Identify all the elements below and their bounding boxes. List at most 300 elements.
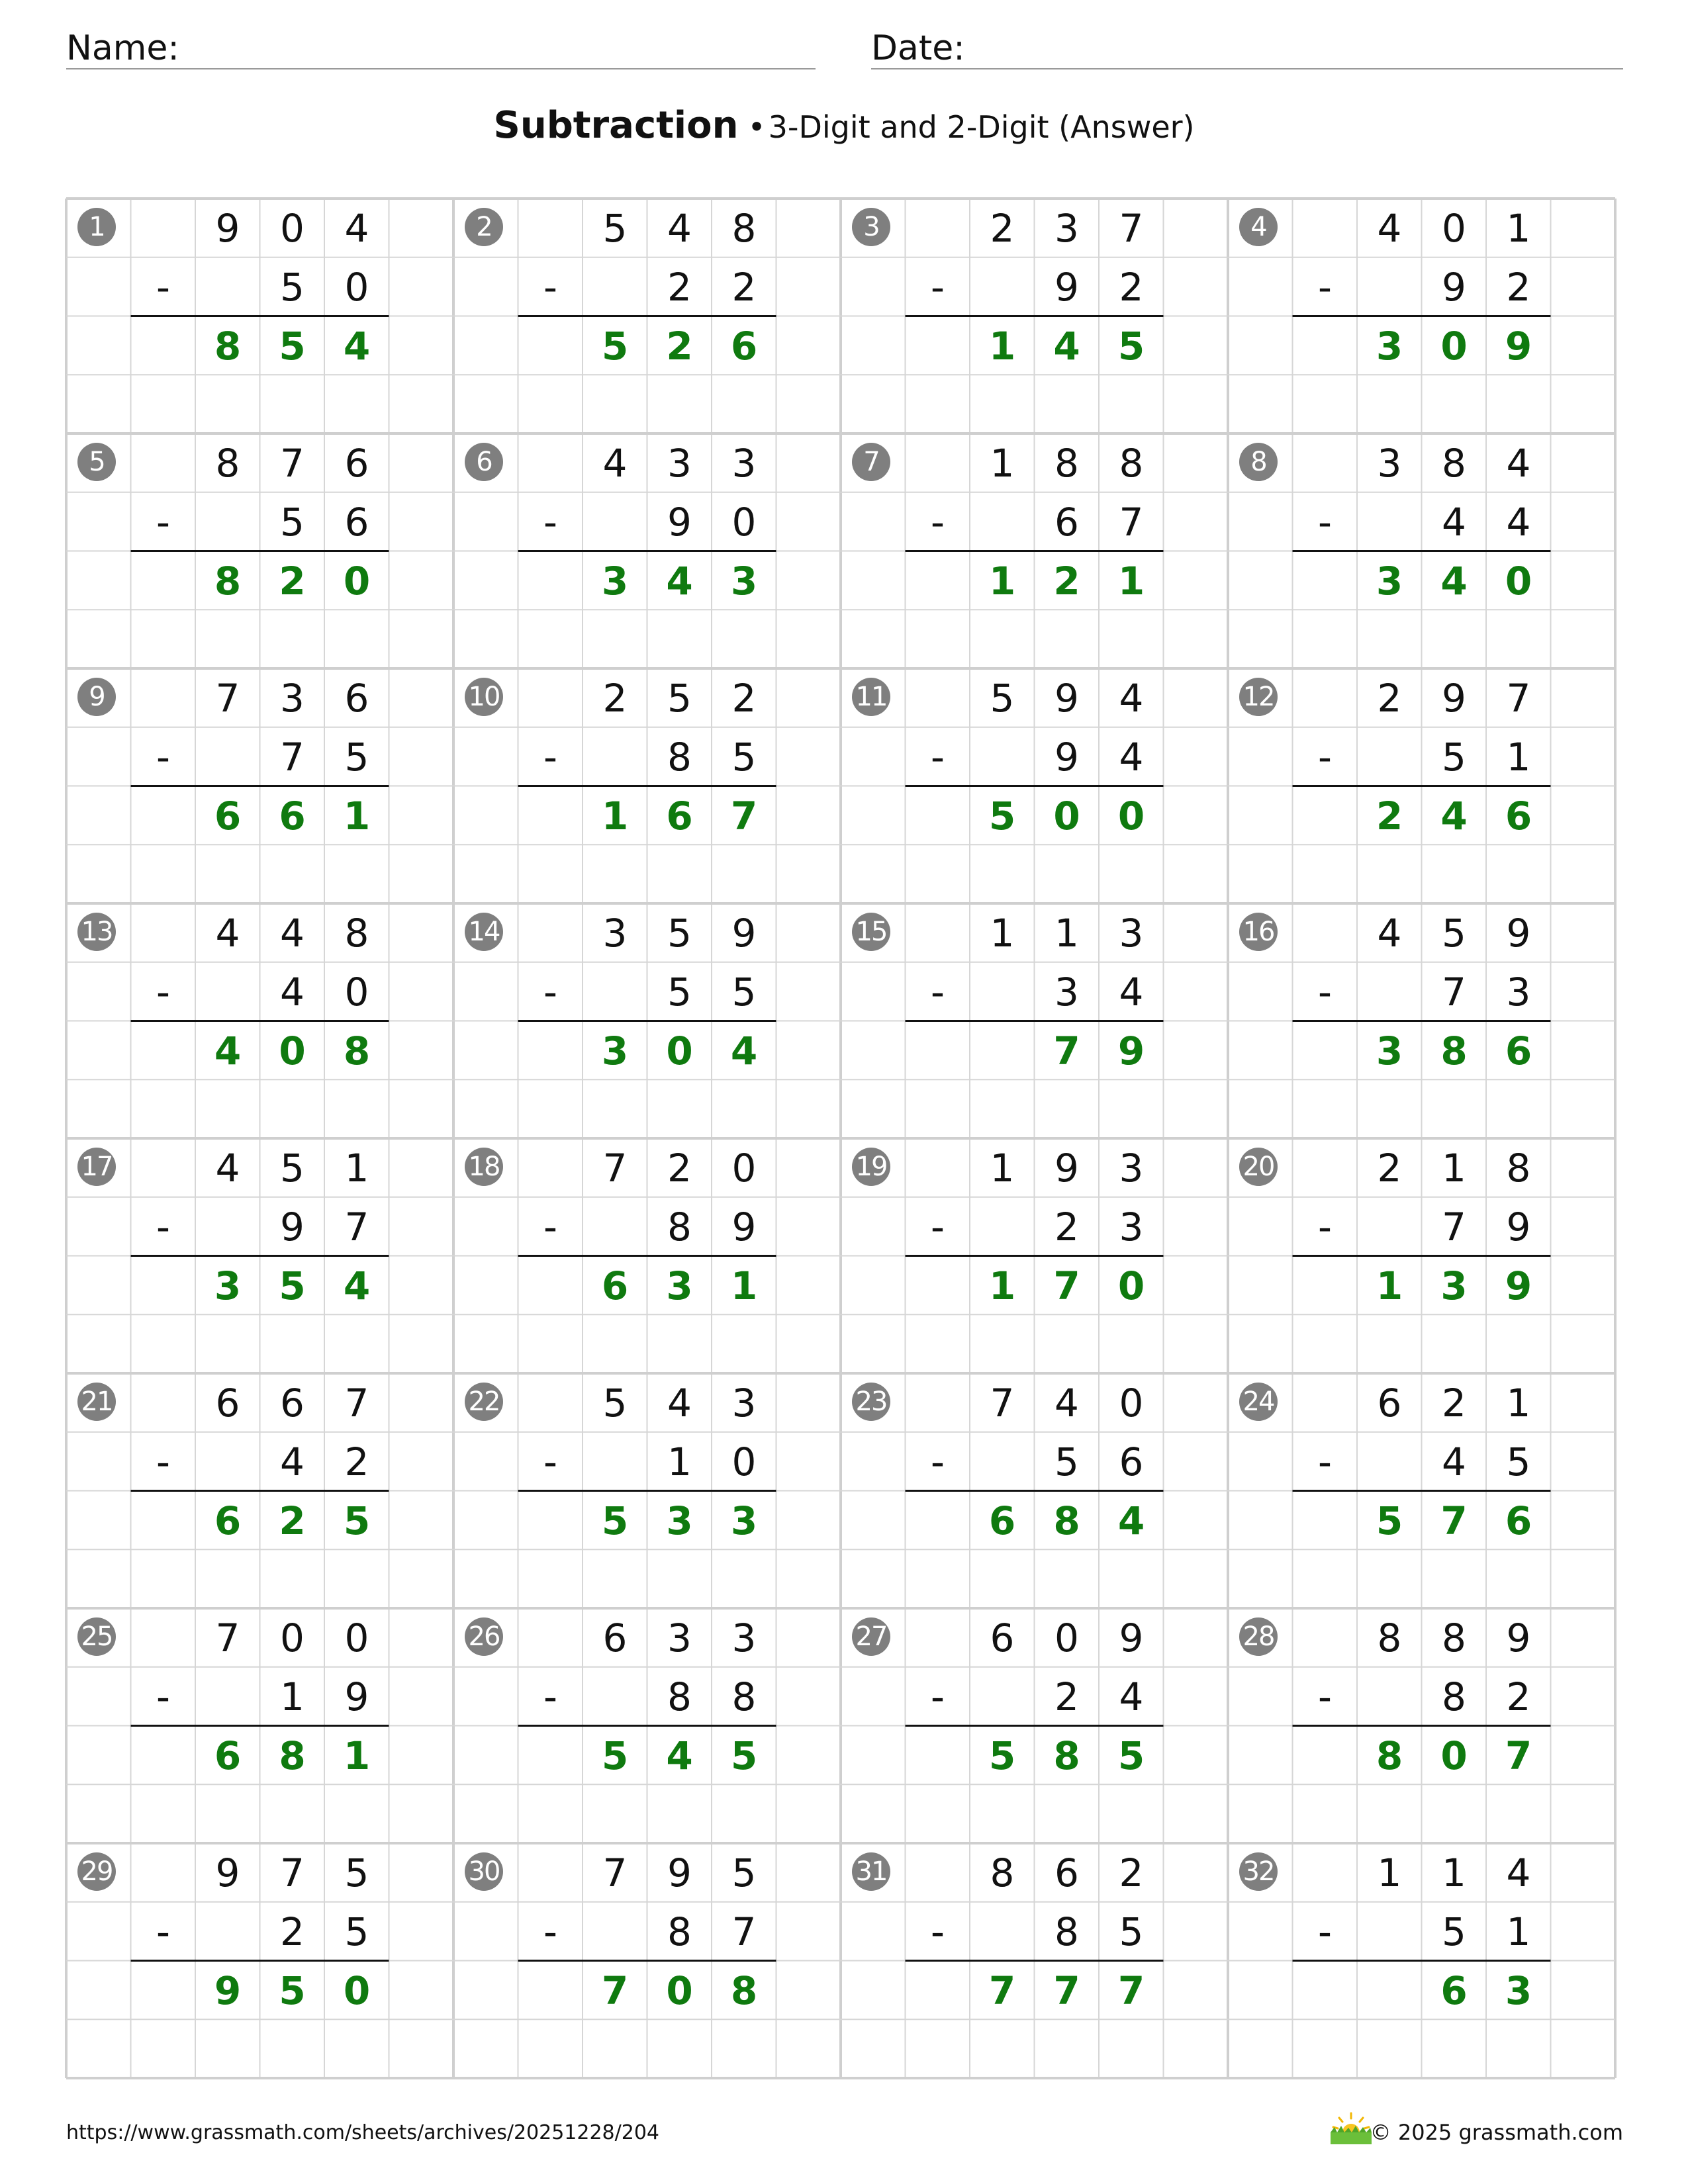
top-digit: 5: [990, 676, 1015, 721]
subtrahend-digit: 9: [1055, 264, 1079, 310]
subtrahend-digit: 1: [667, 1439, 692, 1484]
problem-number-badge: 18: [465, 1148, 503, 1186]
top-digit: 6: [280, 1381, 305, 1426]
answer-digit: 8: [214, 323, 242, 369]
problem-number-badge: 11: [852, 678, 890, 716]
answer-digit: 9: [1505, 323, 1532, 369]
top-digit: 3: [667, 441, 692, 486]
subtrahend-digit: 5: [344, 1909, 369, 1954]
subtrahend-digit: 0: [731, 499, 757, 545]
minus-sign: -: [156, 1204, 170, 1250]
top-digit: 2: [1442, 1381, 1466, 1426]
answer-digit: 6: [214, 1498, 242, 1543]
top-digit: 6: [990, 1615, 1015, 1661]
subtrahend-digit: 2: [280, 1909, 305, 1954]
subtrahend-digit: 8: [1055, 1909, 1079, 1954]
answer-digit: 3: [601, 1028, 629, 1073]
answer-digit: 1: [1117, 558, 1145, 604]
top-digit: 3: [731, 441, 757, 486]
problem-number-badge: 16: [1239, 913, 1278, 951]
top-digit: 7: [602, 1850, 628, 1895]
top-digit: 7: [1119, 206, 1144, 251]
answer-digit: 7: [1440, 1498, 1468, 1543]
top-digit: 0: [280, 1615, 305, 1661]
top-digit: 3: [1119, 1146, 1144, 1191]
subtrahend-digit: 6: [344, 499, 369, 545]
answer-digit: 0: [666, 1968, 693, 2013]
top-digit: 9: [1442, 676, 1466, 721]
answer-digit: 5: [279, 1263, 306, 1308]
answer-digit: 0: [343, 1968, 371, 2013]
top-digit: 2: [602, 676, 628, 721]
problem-number-badge: 31: [852, 1852, 890, 1891]
subtrahend-digit: 5: [731, 969, 757, 1015]
answer-digit: 8: [1053, 1733, 1080, 1778]
top-digit: 4: [667, 1381, 692, 1426]
subtrahend-digit: 7: [1442, 1204, 1466, 1250]
subtrahend-digit: 8: [1442, 1674, 1466, 1719]
top-digit: 9: [731, 911, 757, 956]
subtrahend-digit: 5: [280, 499, 305, 545]
minus-sign: -: [543, 1204, 557, 1250]
subtrahend-digit: 8: [731, 1674, 757, 1719]
subtrahend-digit: 4: [1442, 1439, 1466, 1484]
top-digit: 3: [731, 1615, 757, 1661]
subtrahend-digit: 2: [731, 264, 757, 310]
answer-digit: 0: [1053, 793, 1080, 839]
answer-digit: 3: [1440, 1263, 1468, 1308]
top-digit: 8: [1377, 1615, 1402, 1661]
footer-copyright: © 2025 grassmath.com: [1370, 2120, 1623, 2145]
answer-digit: 2: [279, 1498, 306, 1543]
top-digit: 5: [731, 1850, 757, 1895]
top-digit: 8: [344, 911, 369, 956]
minus-sign: -: [543, 1909, 557, 1954]
problem-number-badge: 26: [465, 1617, 503, 1656]
subtrahend-digit: 1: [280, 1674, 305, 1719]
problem-number-badge: 13: [77, 913, 116, 951]
subtrahend-digit: 4: [1442, 499, 1466, 545]
minus-sign: -: [543, 1439, 557, 1484]
answer-digit: 5: [730, 1733, 758, 1778]
top-digit: 4: [280, 911, 305, 956]
answer-digit: 3: [1376, 1028, 1403, 1073]
answer-digit: 6: [279, 793, 306, 839]
answer-digit: 5: [343, 1498, 371, 1543]
answer-digit: 4: [343, 323, 371, 369]
top-digit: 4: [1506, 1850, 1531, 1895]
answer-digit: 0: [343, 558, 371, 604]
subtrahend-digit: 9: [344, 1674, 369, 1719]
answer-digit: 7: [1117, 1968, 1145, 2013]
minus-sign: -: [931, 969, 945, 1015]
problem-number-badge: 1: [77, 208, 116, 246]
top-digit: 4: [1377, 911, 1402, 956]
top-digit: 0: [344, 1615, 369, 1661]
answer-digit: 0: [1440, 1733, 1468, 1778]
top-digit: 7: [602, 1146, 628, 1191]
subtrahend-digit: 9: [1506, 1204, 1531, 1250]
subtrahend-digit: 2: [1119, 264, 1144, 310]
answer-digit: 3: [666, 1498, 693, 1543]
top-digit: 3: [731, 1381, 757, 1426]
top-digit: 2: [990, 206, 1015, 251]
answer-digit: 2: [1376, 793, 1403, 839]
minus-sign: -: [543, 969, 557, 1015]
answer-digit: 5: [601, 323, 629, 369]
answer-digit: 3: [1376, 323, 1403, 369]
top-digit: 7: [280, 441, 305, 486]
subtrahend-digit: 5: [1119, 1909, 1144, 1954]
top-digit: 5: [602, 1381, 628, 1426]
answer-digit: 2: [666, 323, 693, 369]
answer-digit: 4: [730, 1028, 758, 1073]
title-subtitle: 3-Digit and 2-Digit (Answer): [768, 109, 1195, 145]
top-digit: 2: [667, 1146, 692, 1191]
top-digit: 0: [1119, 1381, 1144, 1426]
minus-sign: -: [931, 1909, 945, 1954]
answer-digit: 7: [1053, 1028, 1080, 1073]
problem-number-badge: 25: [77, 1617, 116, 1656]
answer-digit: 0: [1117, 793, 1145, 839]
minus-sign: -: [931, 1674, 945, 1719]
top-digit: 3: [1377, 441, 1402, 486]
subtrahend-digit: 4: [1506, 499, 1531, 545]
answer-digit: 0: [1440, 323, 1468, 369]
answer-digit: 3: [601, 558, 629, 604]
answer-digit: 3: [730, 558, 758, 604]
minus-sign: -: [931, 264, 945, 310]
minus-sign: -: [1318, 1674, 1332, 1719]
answer-digit: 7: [1505, 1733, 1532, 1778]
top-digit: 1: [344, 1146, 369, 1191]
top-digit: 5: [667, 676, 692, 721]
top-digit: 2: [731, 676, 757, 721]
top-digit: 9: [667, 1850, 692, 1895]
answer-digit: 6: [214, 1733, 242, 1778]
subtrahend-digit: 0: [344, 969, 369, 1015]
top-digit: 4: [215, 1146, 240, 1191]
subtrahend-digit: 1: [1506, 1909, 1531, 1954]
answer-digit: 7: [601, 1968, 629, 2013]
answer-digit: 6: [1505, 793, 1532, 839]
subtrahend-digit: 6: [1055, 499, 1079, 545]
top-digit: 8: [1506, 1146, 1531, 1191]
subtrahend-digit: 5: [667, 969, 692, 1015]
answer-digit: 7: [730, 793, 758, 839]
answer-digit: 2: [1053, 558, 1080, 604]
answer-digit: 4: [666, 558, 693, 604]
top-digit: 6: [1377, 1381, 1402, 1426]
subtrahend-digit: 4: [1119, 969, 1144, 1015]
top-digit: 9: [1055, 1146, 1079, 1191]
answer-digit: 9: [1117, 1028, 1145, 1073]
answer-digit: 4: [666, 1733, 693, 1778]
top-digit: 1: [1506, 206, 1531, 251]
subtrahend-digit: 5: [1055, 1439, 1079, 1484]
problem-number-badge: 3: [852, 208, 890, 246]
top-digit: 1: [1442, 1850, 1466, 1895]
top-digit: 5: [602, 206, 628, 251]
top-digit: 9: [1506, 1615, 1531, 1661]
answer-digit: 4: [1053, 323, 1080, 369]
subtrahend-digit: 8: [667, 734, 692, 780]
subtrahend-digit: 7: [731, 1909, 757, 1954]
answer-digit: 3: [1376, 558, 1403, 604]
top-digit: 4: [344, 206, 369, 251]
top-digit: 3: [602, 911, 628, 956]
answer-digit: 4: [214, 1028, 242, 1073]
answer-digit: 0: [279, 1028, 306, 1073]
minus-sign: -: [931, 499, 945, 545]
answer-digit: 7: [1053, 1968, 1080, 2013]
answer-digit: 8: [1053, 1498, 1080, 1543]
answer-digit: 1: [988, 1263, 1016, 1308]
subtrahend-digit: 7: [280, 734, 305, 780]
answer-digit: 5: [988, 793, 1016, 839]
answer-digit: 5: [601, 1733, 629, 1778]
subtrahend-digit: 7: [344, 1204, 369, 1250]
top-digit: 8: [215, 441, 240, 486]
minus-sign: -: [1318, 264, 1332, 310]
subtrahend-digit: 0: [344, 264, 369, 310]
minus-sign: -: [543, 734, 557, 780]
top-digit: 4: [667, 206, 692, 251]
minus-sign: -: [156, 1909, 170, 1954]
problem-number-badge: 23: [852, 1383, 890, 1421]
top-digit: 4: [1377, 206, 1402, 251]
answer-digit: 0: [1505, 558, 1532, 604]
answer-digit: 4: [1440, 793, 1468, 839]
answer-digit: 8: [1440, 1028, 1468, 1073]
answer-digit: 5: [1117, 1733, 1145, 1778]
answer-digit: 6: [1505, 1498, 1532, 1543]
top-digit: 7: [990, 1381, 1015, 1426]
name-label: Name:: [66, 28, 179, 68]
subtrahend-digit: 3: [1055, 969, 1079, 1015]
subtrahend-digit: 4: [1119, 1674, 1144, 1719]
top-digit: 6: [215, 1381, 240, 1426]
top-digit: 8: [1119, 441, 1144, 486]
top-digit: 8: [1442, 1615, 1466, 1661]
minus-sign: -: [156, 1439, 170, 1484]
answer-digit: 1: [343, 1733, 371, 1778]
subtrahend-digit: 0: [731, 1439, 757, 1484]
top-digit: 0: [280, 206, 305, 251]
minus-sign: -: [156, 499, 170, 545]
answer-digit: 8: [343, 1028, 371, 1073]
problem-number-badge: 24: [1239, 1383, 1278, 1421]
minus-sign: -: [1318, 499, 1332, 545]
minus-sign: -: [156, 969, 170, 1015]
top-digit: 1: [990, 911, 1015, 956]
answer-digit: 7: [988, 1968, 1016, 2013]
top-digit: 3: [1055, 206, 1079, 251]
title-main: Subtraction: [493, 104, 739, 147]
subtrahend-digit: 5: [1442, 1909, 1466, 1954]
problem-number-badge: 6: [465, 443, 503, 481]
subtrahend-digit: 8: [667, 1909, 692, 1954]
answer-digit: 5: [988, 1733, 1016, 1778]
top-digit: 3: [667, 1615, 692, 1661]
subtrahend-digit: 5: [731, 734, 757, 780]
answer-digit: 1: [343, 793, 371, 839]
answer-digit: 9: [214, 1968, 242, 2013]
minus-sign: -: [156, 264, 170, 310]
minus-sign: -: [931, 1439, 945, 1484]
answer-digit: 1: [988, 323, 1016, 369]
subtrahend-digit: 9: [1055, 734, 1079, 780]
answer-digit: 1: [1376, 1263, 1403, 1308]
problem-number-badge: 15: [852, 913, 890, 951]
top-digit: 1: [990, 1146, 1015, 1191]
answer-digit: 6: [601, 1263, 629, 1308]
subtrahend-digit: 9: [731, 1204, 757, 1250]
problem-number-badge: 4: [1239, 208, 1278, 246]
top-digit: 9: [215, 1850, 240, 1895]
title-separator: •: [747, 109, 766, 145]
subtrahend-digit: 7: [1119, 499, 1144, 545]
answer-digit: 6: [1505, 1028, 1532, 1073]
minus-sign: -: [1318, 1204, 1332, 1250]
problem-number-badge: 5: [77, 443, 116, 481]
minus-sign: -: [156, 734, 170, 780]
top-digit: 7: [1506, 676, 1531, 721]
top-digit: 1: [1377, 1850, 1402, 1895]
top-digit: 2: [1377, 1146, 1402, 1191]
top-digit: 5: [344, 1850, 369, 1895]
subtrahend-digit: 2: [667, 264, 692, 310]
minus-sign: -: [931, 1204, 945, 1250]
top-digit: 1: [1442, 1146, 1466, 1191]
answer-digit: 3: [214, 1263, 242, 1308]
top-digit: 5: [280, 1146, 305, 1191]
answer-digit: 6: [730, 323, 758, 369]
answer-digit: 2: [279, 558, 306, 604]
top-digit: 7: [215, 676, 240, 721]
answer-digit: 6: [988, 1498, 1016, 1543]
top-digit: 4: [215, 911, 240, 956]
top-digit: 6: [344, 676, 369, 721]
answer-digit: 8: [279, 1733, 306, 1778]
top-digit: 4: [1506, 441, 1531, 486]
problem-number-badge: 27: [852, 1617, 890, 1656]
subtrahend-digit: 9: [1442, 264, 1466, 310]
top-digit: 0: [1442, 206, 1466, 251]
answer-digit: 1: [601, 793, 629, 839]
problem-number-badge: 20: [1239, 1148, 1278, 1186]
answer-digit: 5: [601, 1498, 629, 1543]
problem-number-badge: 10: [465, 678, 503, 716]
top-digit: 1: [1055, 911, 1079, 956]
answer-digit: 4: [343, 1263, 371, 1308]
answer-digit: 0: [666, 1028, 693, 1073]
answer-digit: 5: [279, 323, 306, 369]
subtrahend-digit: 2: [1506, 264, 1531, 310]
answer-digit: 1: [988, 558, 1016, 604]
top-digit: 7: [280, 1850, 305, 1895]
date-label: Date:: [871, 28, 965, 68]
top-digit: 2: [1377, 676, 1402, 721]
top-digit: 1: [1506, 1381, 1531, 1426]
problem-number-badge: 28: [1239, 1617, 1278, 1656]
problem-number-badge: 19: [852, 1148, 890, 1186]
top-digit: 2: [1119, 1850, 1144, 1895]
top-digit: 0: [1055, 1615, 1079, 1661]
problem-number-badge: 21: [77, 1383, 116, 1421]
footer-url[interactable]: https://www.grassmath.com/sheets/archives/20251228/204: [66, 2121, 660, 2144]
subtrahend-digit: 9: [280, 1204, 305, 1250]
minus-sign: -: [543, 1674, 557, 1719]
answer-digit: 8: [214, 558, 242, 604]
subtrahend-digit: 3: [1119, 1204, 1144, 1250]
top-digit: 1: [990, 441, 1015, 486]
top-digit: 9: [215, 206, 240, 251]
top-digit: 4: [602, 441, 628, 486]
subtrahend-digit: 4: [280, 1439, 305, 1484]
problem-number-badge: 8: [1239, 443, 1278, 481]
answer-digit: 8: [730, 1968, 758, 2013]
answer-digit: 6: [1440, 1968, 1468, 2013]
answer-digit: 4: [1117, 1498, 1145, 1543]
subtrahend-digit: 4: [280, 969, 305, 1015]
problem-number-badge: 17: [77, 1148, 116, 1186]
answer-digit: 4: [1440, 558, 1468, 604]
subtrahend-digit: 2: [1506, 1674, 1531, 1719]
top-digit: 6: [1055, 1850, 1079, 1895]
top-digit: 7: [344, 1381, 369, 1426]
top-digit: 4: [1119, 676, 1144, 721]
problem-number-badge: 29: [77, 1852, 116, 1891]
subtrahend-digit: 4: [1119, 734, 1144, 780]
top-digit: 6: [602, 1615, 628, 1661]
top-digit: 8: [990, 1850, 1015, 1895]
subtrahend-digit: 8: [667, 1674, 692, 1719]
subtrahend-digit: 9: [667, 499, 692, 545]
minus-sign: -: [1318, 734, 1332, 780]
problem-number-badge: 7: [852, 443, 890, 481]
top-digit: 3: [280, 676, 305, 721]
top-digit: 4: [1055, 1381, 1079, 1426]
answer-digit: 8: [1376, 1733, 1403, 1778]
top-digit: 8: [1442, 441, 1466, 486]
answer-digit: 0: [1117, 1263, 1145, 1308]
problem-number-badge: 32: [1239, 1852, 1278, 1891]
answer-digit: 1: [730, 1263, 758, 1308]
subtrahend-digit: 5: [344, 734, 369, 780]
answer-digit: 3: [730, 1498, 758, 1543]
problem-number-badge: 12: [1239, 678, 1278, 716]
top-digit: 9: [1055, 676, 1079, 721]
top-digit: 8: [731, 206, 757, 251]
subtrahend-digit: 6: [1119, 1439, 1144, 1484]
top-digit: 3: [1119, 911, 1144, 956]
answer-digit: 7: [1053, 1263, 1080, 1308]
top-digit: 5: [1442, 911, 1466, 956]
minus-sign: -: [1318, 1439, 1332, 1484]
answer-digit: 6: [214, 793, 242, 839]
subtrahend-digit: 8: [667, 1204, 692, 1250]
top-digit: 0: [731, 1146, 757, 1191]
problem-number-badge: 30: [465, 1852, 503, 1891]
subtrahend-digit: 5: [1506, 1439, 1531, 1484]
top-digit: 7: [215, 1615, 240, 1661]
problem-number-badge: 9: [77, 678, 116, 716]
minus-sign: -: [931, 734, 945, 780]
subtrahend-digit: 2: [344, 1439, 369, 1484]
grass-sun-icon: [1327, 2111, 1376, 2146]
subtrahend-digit: 5: [280, 264, 305, 310]
